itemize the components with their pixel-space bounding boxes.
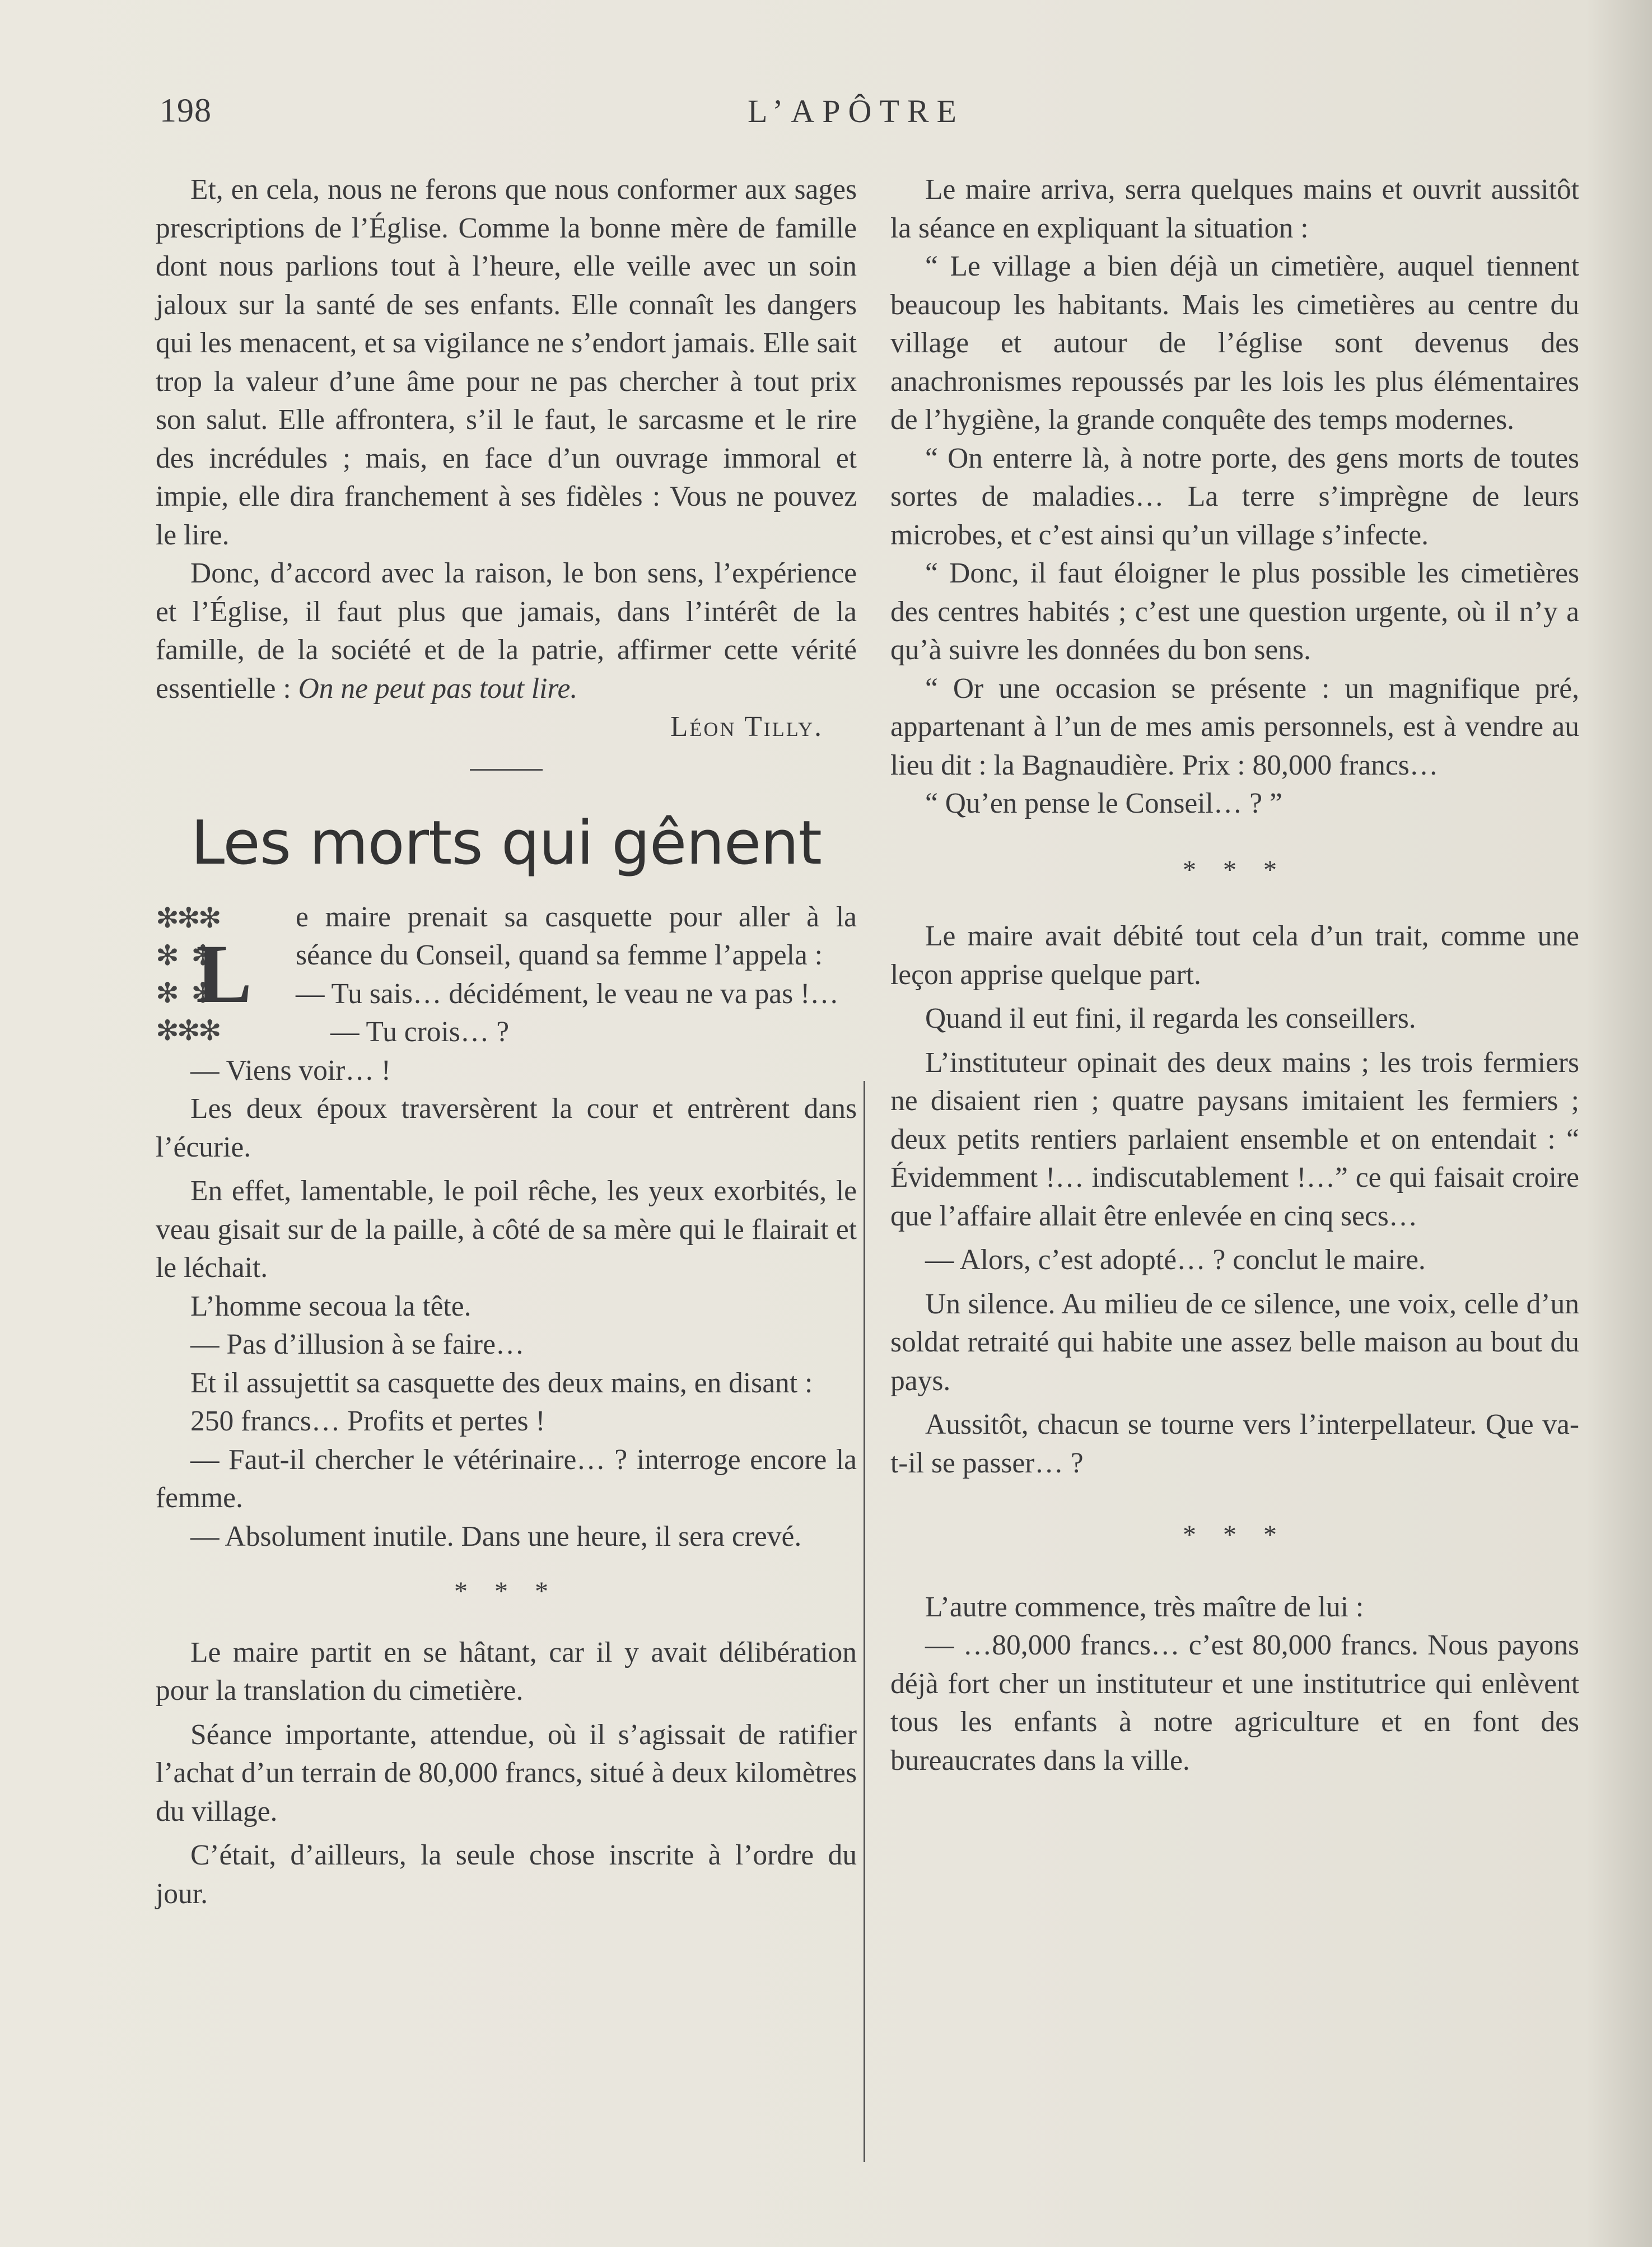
paragraph: 250 francs… Profits et pertes ! <box>190 1405 545 1437</box>
column-divider <box>864 1081 865 2162</box>
page-number: 198 <box>160 92 212 129</box>
paragraph <box>156 554 857 708</box>
paragraph: L’homme secoua la tête. <box>190 1290 472 1322</box>
paragraph: Séance importante, attendue, où il s’agissait de ratifier l’achat d’un terrain de 80,000 francs, situé à deux kilomètres du village. <box>156 1718 857 1828</box>
ornamental-drop-cap <box>156 899 288 1051</box>
page-header <box>160 87 1000 137</box>
section-break-asterisks: * * * <box>1183 1520 1287 1550</box>
paragraph: Aussitôt, chacun se tourne vers l’interpellateur. Que va-t-il se passer… ? <box>890 1409 1579 1479</box>
dialogue-line: — Absolument inutile. Dans une heure, il sera crevé. <box>190 1520 802 1553</box>
drop-cap-ornament-icon: ✻✻✻ ✻ ✻ ✻ ✻ ✻✻✻ <box>156 902 220 1046</box>
quoted-paragraph: “ Qu’en pense le Conseil… ? ” <box>925 787 1282 819</box>
paragraph: Quand il eut fini, il regarda les conseillers. <box>925 1003 1416 1034</box>
paragraph: Et il assujettit sa casquette des deux mains, en disant : <box>190 1367 813 1399</box>
dialogue-line: — Tu sais… décidément, le veau ne va pas !… <box>296 977 839 1010</box>
emphasis-text: On ne peut pas tout lire. <box>298 672 578 705</box>
paragraph: Un silence. Au milieu de ce silence, une voix, celle d’un soldat retraité qui habite une assez belle maison au bout du pays. <box>890 1288 1579 1397</box>
dialogue-line: — Viens voir… ! <box>190 1054 391 1087</box>
paragraph: Le maire partit en se hâtant, car il y avait délibération pour la translation du cimetière. <box>156 1636 857 1707</box>
paragraph: Le maire avait débité tout cela d’un trait, comme une leçon apprise quelque part. <box>890 920 1579 991</box>
paragraph: Le maire arriva, serra quelques mains et ouvrit aussitôt la séance en expliquant la situation : <box>890 174 1579 244</box>
article-title: Les morts qui gênent <box>191 808 822 878</box>
paragraph: C’était, d’ailleurs, la seule chose inscrite à l’ordre du jour. <box>156 1839 857 1910</box>
paragraph: L’autre commence, très maître de lui : <box>925 1591 1364 1623</box>
section-break-asterisks: * * * <box>454 1577 558 1606</box>
paragraph: L’instituteur opinait des deux mains ; les trois fermiers ne disaient rien ; quatre paysans imitaient les fermiers ; deux petits rentiers parlaient ensemble et on entendait : “ Évidemment !… indiscutablement !…” ce qui faisait croire que l’affaire allait être enlevée en cinq secs… <box>890 1046 1579 1232</box>
paragraph: e maire prenait sa casquette pour aller à la séance du Conseil, quand sa femme l’appela : <box>296 901 857 971</box>
drop-cap-letter: L <box>196 927 253 1020</box>
dialogue-line: — Faut-il chercher le vétérinaire… ? interroge encore la femme. <box>156 1443 857 1514</box>
paragraph: Les deux époux traversèrent la cour et entrèrent dans l’écurie. <box>156 1093 857 1163</box>
paragraph-text: Donc, d’accord avec la raison, le bon sens, l’expérience et l’Église, il faut plus que jamais, dans l’intérêt de la famille, de la société et de la patrie, affirmer cette vérité essentielle : <box>156 557 857 705</box>
running-head: L’APÔTRE <box>748 93 964 129</box>
paragraph: Et, en cela, nous ne ferons que nous conformer aux sages prescriptions de l’Église. Comme la bonne mère de famille dont nous parlions tout à l’heure, elle veille avec un soin jaloux sur la santé de ses enfants. Elle connaît les dangers qui les menacent, et sa vigilance ne s’endort jamais. Elle sait trop la valeur d’une âme pour ne pas chercher à tout prix son salut. Elle affrontera, s’il le faut, le sarcasme et le rire des incrédules ; mais, en face d’un ouvrage immoral et impie, elle dira franchement à ses fidèles : Vous ne pouvez le lire. <box>156 174 857 551</box>
dialogue-line: — Pas d’illusion à se faire… <box>190 1328 525 1360</box>
right-column <box>890 171 1579 1780</box>
dialogue-line: — …80,000 francs… c’est 80,000 francs. Nous payons déjà fort cher un instituteur et une institutrice qui enlèvent tous les enfants à notre agriculture et en font des bureaucrates dans la ville. <box>890 1629 1579 1777</box>
author-signature: Léon Tilly. <box>670 711 823 743</box>
section-divider <box>470 769 543 771</box>
left-column <box>156 171 857 1913</box>
quoted-paragraph: “ On enterre là, à notre porte, des gens morts de toutes sortes de maladies… La terre s’imprègne de leurs microbes, et c’est ainsi qu’un village s’infecte. <box>890 442 1579 551</box>
dialogue-line: — Alors, c’est adopté… ? conclut le maire. <box>925 1244 1426 1276</box>
section-break-asterisks: * * * <box>1183 855 1287 885</box>
quoted-paragraph: “ Le village a bien déjà un cimetière, auquel tiennent beaucoup les habitants. Mais les cimetières au centre du village et autour de l’église sont devenus des anachronismes repoussés par les lois les plus élémentaires de l’hygiène, la grande conquête des temps modernes. <box>890 250 1579 436</box>
quoted-paragraph: “ Donc, il faut éloigner le plus possible les cimetières des centres habités ; c’est une question urgente, où il n’y a qu’à suivre les données du bon sens. <box>890 557 1579 666</box>
dialogue-line: — Tu crois… ? <box>330 1016 510 1048</box>
quoted-paragraph: “ Or une occasion se présente : un magnifique pré, appartenant à l’un de mes amis personnels, est à vendre au lieu dit : la Bagnaudière. Prix : 80,000 francs… <box>890 672 1579 781</box>
paragraph: En effet, lamentable, le poil rêche, les yeux exorbités, le veau gisait sur de la paille, à côté de sa mère qui le flairait et le léchait. <box>156 1175 857 1284</box>
